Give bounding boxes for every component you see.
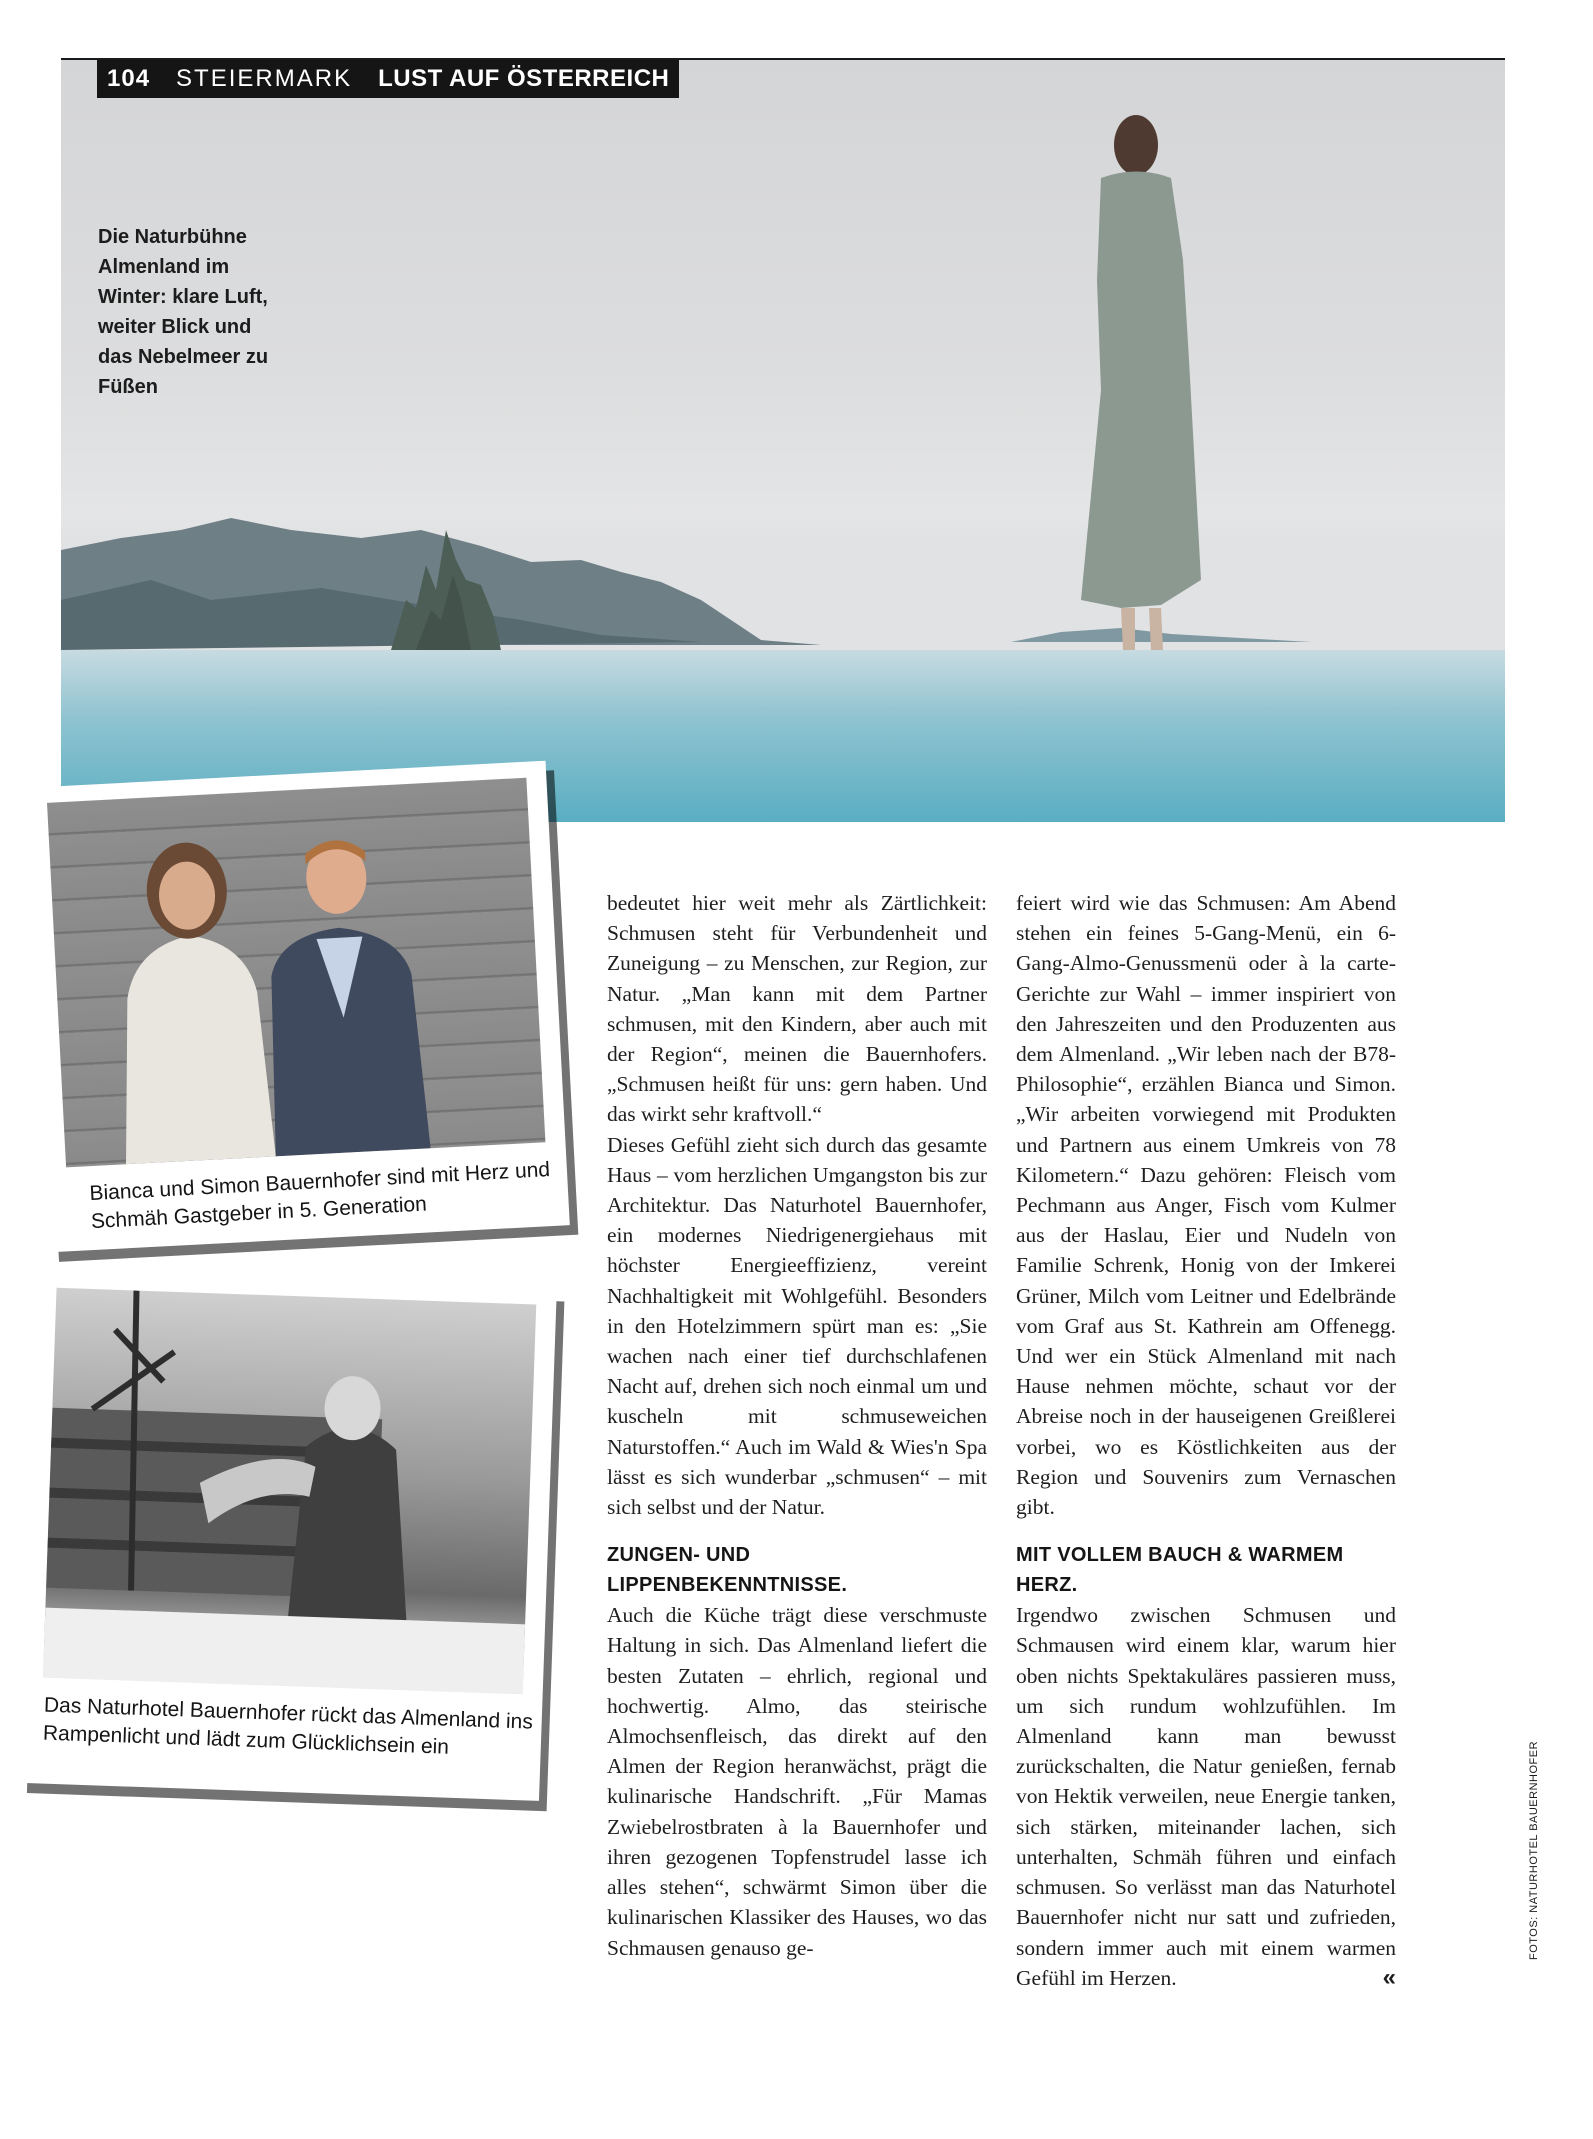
hotel-photo-caption: Das Naturhotel Bauernhofer rückt das Almenland ins Rampenlicht und lädt zum Glücklichsein ein [42,1693,534,1759]
article-subheading: ZUNGEN- UND LIPPENBEKENNTNISSE. [607,1544,848,1597]
article-paragraph: bedeutet hier weit mehr als Zärtlichkeit: Schmusen steht für Verbundenheit und Zuneigung – zu Menschen, zur Region, zur Natur. „Man kann mit dem Partner schmusen, mit den Kindern, aber auch mit der Region“, meinen die Bauernhofers. „Schmusen heißt für uns: gern haben. Und das wirkt sehr kraftvoll.“ [607,891,987,1127]
couple-photo [47,778,545,1168]
article-paragraph: feiert wird wie das Schmusen: Am Abend stehen ein feines 5-Gang-Menü, ein 6-Gang-Almo-Genussmenü oder à la carte-Gerichte zur Wahl – immer inspiriert von den Jahreszeiten und den Produzenten aus dem Almenland. „Wir leben nach der B78-Philosophie“, erzählen Bianca und Simon. „Wir arbeiten vorwiegend mit Produkten und Partnern aus einem Umkreis von 78 Kilometern.“ Dazu gehören: Fleisch vom Pechmann aus Anger, Fisch vom Kulmer aus der Haslau, Eier und Nudeln von Familie Schrenk, Honig von der Imkerei Grüner, Milch vom Leitner und Edelbrände vom Graf aus St. Kathrein am Offenegg. Und wer ein Stück Almenland mit nach Hause nehmen möchte, schaut vor der Abreise noch in der hauseigenen Greißlerei vorbei, wo es Köstlichkeiten aus der Region und Souvenirs zum Vernaschen gibt. [1016,891,1396,1520]
couple-photo-card [26,761,570,1253]
hotel-photo-card [19,1273,556,1801]
article-paragraph: Auch die Küche trägt diese verschmuste Haltung in sich. Das Almenland liefert die besten Zutaten – ehrlich, regional und hochwertig. Almo, das steirische Almochsenfleisch, das direkt auf den Almen der Region heranwächst, prägt die kulinarische Handschrift. „Für Mamas Zwiebelrostbraten à la Bauernhofer und ihren gezogenen Topfenstrudel lasse ich alles stehen“, schwärmt Simon über die kulinarischen Klassiker des Hauses, wo das Schmausen genauso ge- [607,1603,987,1960]
article-column-1 [607,888,987,1963]
article-paragraph: Irgendwo zwischen Schmusen und Schmausen wird einem klar, warum hier oben nichts Spektakuläres passieren muss, um sich rundum wohlzufühlen. Im Almenland kann man bewusst zurückschalten, die Natur genießen, fernab von Hektik verweilen, neue Energie tanken, sich stärken, miteinander lachen, sich unterhalten, Schmäh führen und einfach schmusen. So verlässt man das Naturhotel Bauernhofer nicht nur satt und zufrieden, sondern immer auch mit einem warmen Gefühl im Herzen. [1016,1603,1396,1990]
article-column-2 [1016,888,1396,1993]
magazine-section-title: LUST AUF ÖSTERREICH [378,65,670,92]
hero-photo [61,60,1505,822]
article-end-mark: « [1382,1963,1396,1991]
page-header [97,60,679,98]
couple-photo-caption: Bianca und Simon Bauernhofer sind mit Herz und Schmäh Gastgeber in 5. Generation [88,1158,551,1234]
section-label: STEIERMARK [176,65,353,92]
page-number: 104 [107,65,151,92]
photo-credit: FOTOS: NATURHOTEL BAUERNHOFER [1528,1740,1540,1960]
hotel-winter-photo [43,1288,536,1695]
article-subheading: MIT VOLLEM BAUCH & WARMEM HERZ. [1016,1544,1344,1597]
hero-caption: Die Naturbühne Almenland im Winter: klare Luft, weiter Blick und das Nebelmeer zu Füßen [98,226,269,398]
article-paragraph: Dieses Gefühl zieht sich durch das gesamte Haus – vom herzlichen Umgangston bis zur Architektur. Das Naturhotel Bauernhofer, ein modernes Niedrigenergiehaus mit höchster Energieeffizienz, vereint Nachhaltigkeit mit Wohlgefühl. Besonders in den Hotelzimmern spürt man es: „Sie wachen nach einer tief durchschlafenen Nacht auf, drehen sich noch einmal um und kuscheln mit schmuseweichen Naturstoffen.“ Auch im Wald & Wies'n Spa lässt es sich wunderbar „schmusen“ – mit sich selbst und der Natur. [607,1132,987,1520]
